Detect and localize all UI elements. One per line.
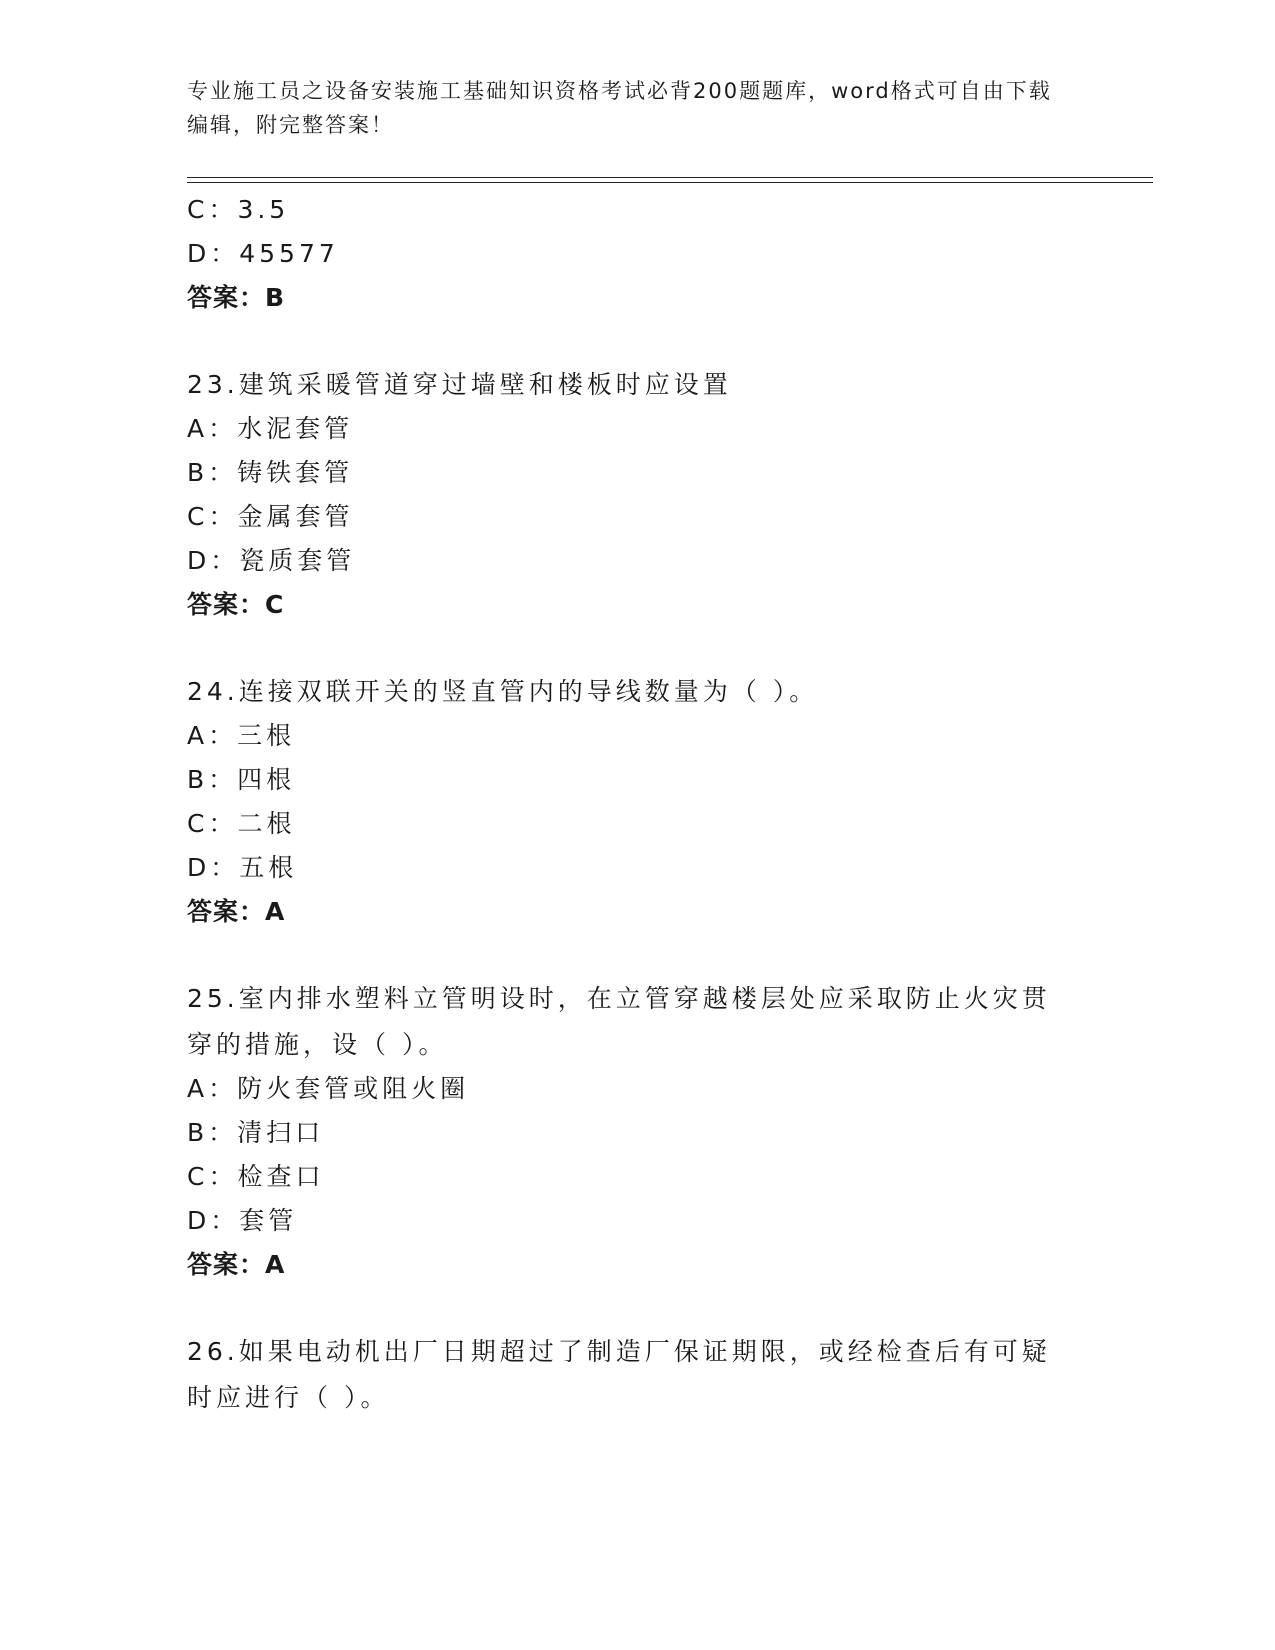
option-a: A：三根 bbox=[187, 721, 296, 750]
document-header: 专业施工员之设备安装施工基础知识资格考试必背200题题库，word格式可自由下载编辑，附完整答案！ bbox=[187, 79, 1052, 137]
option-b: B：清扫口 bbox=[187, 1118, 325, 1147]
option-b: B：铸铁套管 bbox=[187, 458, 354, 487]
option-c: C：二根 bbox=[187, 809, 296, 838]
option-c: C：检查口 bbox=[187, 1162, 325, 1191]
option-a: A：防火套管或阻火圈 bbox=[187, 1074, 470, 1103]
option-c: C：金属套管 bbox=[187, 502, 354, 531]
question-stem: 25.室内排水塑料立管明设时，在立管穿越楼层处应采取防止火灾贯穿的措施，设（ ）。 bbox=[187, 984, 1051, 1059]
answer: 答案：A bbox=[187, 1250, 286, 1279]
question-stem: 24.连接双联开关的竖直管内的导线数量为（ ）。 bbox=[187, 677, 819, 706]
answer: 答案：B bbox=[187, 283, 286, 312]
question-stem: 23.建筑采暖管道穿过墙壁和楼板时应设置 bbox=[187, 370, 732, 399]
answer: 答案：C bbox=[187, 590, 285, 619]
option-d: D：瓷质套管 bbox=[187, 546, 356, 575]
header-divider-top bbox=[187, 177, 1153, 178]
option-b: B：四根 bbox=[187, 765, 296, 794]
option-a: A：水泥套管 bbox=[187, 414, 354, 443]
header-divider-bottom bbox=[187, 182, 1153, 183]
option-d: D：五根 bbox=[187, 853, 298, 882]
option-c: C：3.5 bbox=[187, 195, 290, 224]
option-d: D：套管 bbox=[187, 1206, 298, 1235]
question-stem: 26.如果电动机出厂日期超过了制造厂保证期限，或经检查后有可疑时应进行（ ）。 bbox=[187, 1337, 1051, 1412]
answer: 答案：A bbox=[187, 897, 286, 926]
option-d: D：45577 bbox=[187, 239, 339, 268]
